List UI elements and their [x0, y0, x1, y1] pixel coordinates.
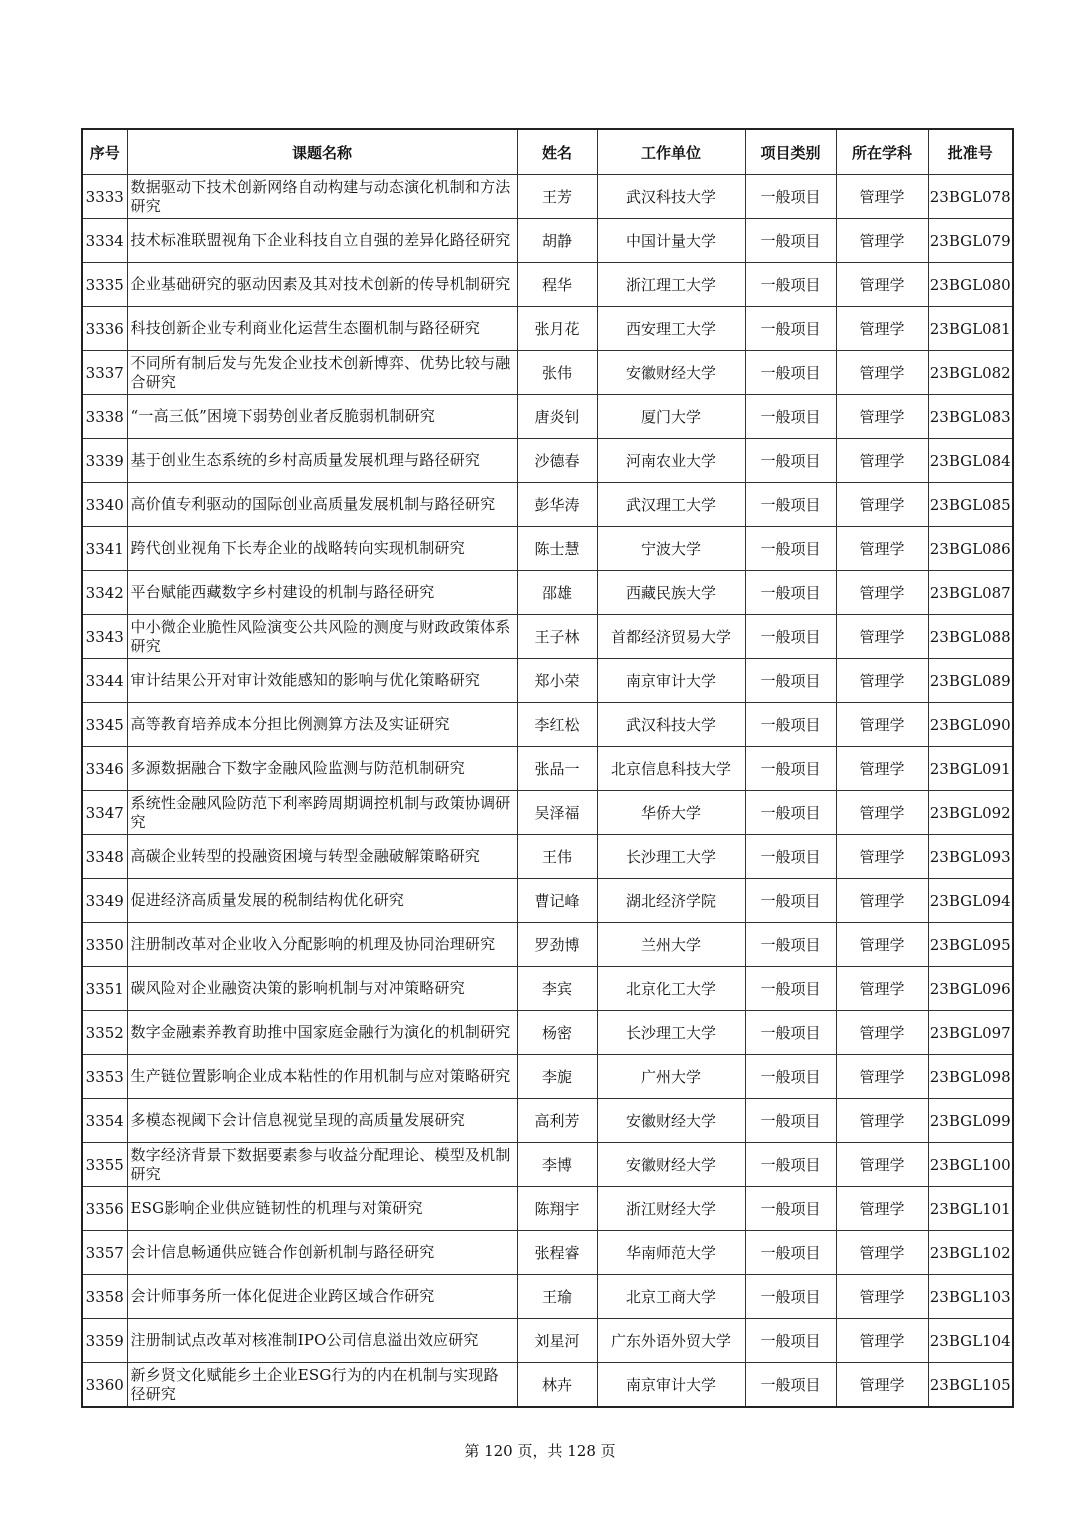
row-discipline: 管理学 — [836, 659, 928, 703]
row-discipline: 管理学 — [836, 395, 928, 439]
row-unit: 长沙理工大学 — [597, 1011, 745, 1055]
row-index: 3341 — [82, 527, 127, 571]
row-name: 唐炎钊 — [517, 395, 597, 439]
row-category: 一般项目 — [745, 351, 836, 395]
row-title: 生产链位置影响企业成本粘性的作用机制与应对策略研究 — [127, 1055, 517, 1099]
row-approval-number: 23BGL084 — [928, 439, 1013, 483]
row-unit: 北京化工大学 — [597, 967, 745, 1011]
row-title: 数字经济背景下数据要素参与收益分配理论、模型及机制研究 — [127, 1143, 517, 1187]
row-category: 一般项目 — [745, 835, 836, 879]
row-index: 3350 — [82, 923, 127, 967]
row-approval-number: 23BGL079 — [928, 219, 1013, 263]
row-unit: 广东外语外贸大学 — [597, 1319, 745, 1363]
row-category: 一般项目 — [745, 1011, 836, 1055]
row-index: 3345 — [82, 703, 127, 747]
row-name: 林卉 — [517, 1363, 597, 1408]
row-discipline: 管理学 — [836, 483, 928, 527]
row-title: ESG影响企业供应链韧性的机理与对策研究 — [127, 1187, 517, 1231]
row-name: 邵雄 — [517, 571, 597, 615]
table-row — [82, 659, 1013, 703]
row-unit: 宁波大学 — [597, 527, 745, 571]
row-discipline: 管理学 — [836, 1231, 928, 1275]
table-body — [82, 175, 1013, 1408]
row-unit: 广州大学 — [597, 1055, 745, 1099]
row-discipline: 管理学 — [836, 747, 928, 791]
row-approval-number: 23BGL095 — [928, 923, 1013, 967]
row-name: 陈士慧 — [517, 527, 597, 571]
row-approval-number: 23BGL098 — [928, 1055, 1013, 1099]
row-unit: 华南师范大学 — [597, 1231, 745, 1275]
row-unit: 安徽财经大学 — [597, 351, 745, 395]
row-discipline: 管理学 — [836, 1275, 928, 1319]
row-category: 一般项目 — [745, 175, 836, 219]
row-approval-number: 23BGL100 — [928, 1143, 1013, 1187]
row-name: 张品一 — [517, 747, 597, 791]
row-title: 高等教育培养成本分担比例测算方法及实证研究 — [127, 703, 517, 747]
row-discipline: 管理学 — [836, 1363, 928, 1408]
row-approval-number: 23BGL083 — [928, 395, 1013, 439]
row-name: 李红松 — [517, 703, 597, 747]
row-discipline: 管理学 — [836, 1143, 928, 1187]
table-row — [82, 1319, 1013, 1363]
row-name: 王瑜 — [517, 1275, 597, 1319]
row-discipline: 管理学 — [836, 923, 928, 967]
table-row — [82, 571, 1013, 615]
row-approval-number: 23BGL097 — [928, 1011, 1013, 1055]
row-approval-number: 23BGL104 — [928, 1319, 1013, 1363]
row-name: 张程睿 — [517, 1231, 597, 1275]
row-unit: 华侨大学 — [597, 791, 745, 835]
row-index: 3357 — [82, 1231, 127, 1275]
row-category: 一般项目 — [745, 483, 836, 527]
row-approval-number: 23BGL085 — [928, 483, 1013, 527]
row-name: 陈翔宇 — [517, 1187, 597, 1231]
row-unit: 南京审计大学 — [597, 659, 745, 703]
row-index: 3346 — [82, 747, 127, 791]
row-category: 一般项目 — [745, 395, 836, 439]
row-category: 一般项目 — [745, 1275, 836, 1319]
row-category: 一般项目 — [745, 879, 836, 923]
row-category: 一般项目 — [745, 263, 836, 307]
row-unit: 兰州大学 — [597, 923, 745, 967]
row-category: 一般项目 — [745, 615, 836, 659]
row-index: 3334 — [82, 219, 127, 263]
row-index: 3349 — [82, 879, 127, 923]
row-index: 3337 — [82, 351, 127, 395]
row-approval-number: 23BGL105 — [928, 1363, 1013, 1408]
row-title: 会计信息畅通供应链合作创新机制与路径研究 — [127, 1231, 517, 1275]
row-discipline: 管理学 — [836, 1055, 928, 1099]
table-row — [82, 1055, 1013, 1099]
row-approval-number: 23BGL090 — [928, 703, 1013, 747]
table-row — [82, 439, 1013, 483]
row-title: “一高三低”困境下弱势创业者反脆弱机制研究 — [127, 395, 517, 439]
row-name: 沙德春 — [517, 439, 597, 483]
table-row — [82, 967, 1013, 1011]
row-category: 一般项目 — [745, 1099, 836, 1143]
row-unit: 浙江财经大学 — [597, 1187, 745, 1231]
row-unit: 中国计量大学 — [597, 219, 745, 263]
table-row — [82, 1011, 1013, 1055]
row-category: 一般项目 — [745, 1143, 836, 1187]
table-row — [82, 263, 1013, 307]
row-discipline: 管理学 — [836, 835, 928, 879]
table-row — [82, 1099, 1013, 1143]
row-unit: 西藏民族大学 — [597, 571, 745, 615]
row-approval-number: 23BGL091 — [928, 747, 1013, 791]
row-unit: 湖北经济学院 — [597, 879, 745, 923]
table-row — [82, 879, 1013, 923]
row-title: 中小微企业脆性风险演变公共风险的测度与财政政策体系研究 — [127, 615, 517, 659]
row-name: 杨密 — [517, 1011, 597, 1055]
row-title: 数据驱动下技术创新网络自动构建与动态演化机制和方法研究 — [127, 175, 517, 219]
table-row — [82, 175, 1013, 219]
row-name: 王芳 — [517, 175, 597, 219]
row-unit: 武汉理工大学 — [597, 483, 745, 527]
row-unit: 南京审计大学 — [597, 1363, 745, 1408]
row-name: 李宾 — [517, 967, 597, 1011]
row-index: 3359 — [82, 1319, 127, 1363]
row-name: 郑小荣 — [517, 659, 597, 703]
row-name: 罗劲博 — [517, 923, 597, 967]
row-name: 李博 — [517, 1143, 597, 1187]
row-discipline: 管理学 — [836, 1011, 928, 1055]
row-approval-number: 23BGL082 — [928, 351, 1013, 395]
row-category: 一般项目 — [745, 923, 836, 967]
row-index: 3347 — [82, 791, 127, 835]
table-row — [82, 1275, 1013, 1319]
table-row — [82, 527, 1013, 571]
row-discipline: 管理学 — [836, 1187, 928, 1231]
row-discipline: 管理学 — [836, 967, 928, 1011]
row-discipline: 管理学 — [836, 1319, 928, 1363]
row-title: 多源数据融合下数字金融风险监测与防范机制研究 — [127, 747, 517, 791]
row-index: 3351 — [82, 967, 127, 1011]
row-name: 胡静 — [517, 219, 597, 263]
row-name: 张月花 — [517, 307, 597, 351]
header-index: 序号 — [82, 129, 127, 175]
row-name: 王伟 — [517, 835, 597, 879]
row-title: 碳风险对企业融资决策的影响机制与对冲策略研究 — [127, 967, 517, 1011]
row-approval-number: 23BGL087 — [928, 571, 1013, 615]
row-unit: 长沙理工大学 — [597, 835, 745, 879]
row-approval-number: 23BGL080 — [928, 263, 1013, 307]
row-approval-number: 23BGL081 — [928, 307, 1013, 351]
row-approval-number: 23BGL093 — [928, 835, 1013, 879]
row-title: 高价值专利驱动的国际创业高质量发展机制与路径研究 — [127, 483, 517, 527]
row-approval-number: 23BGL094 — [928, 879, 1013, 923]
row-name: 刘星河 — [517, 1319, 597, 1363]
table-row — [82, 219, 1013, 263]
row-title: 促进经济高质量发展的税制结构优化研究 — [127, 879, 517, 923]
row-approval-number: 23BGL099 — [928, 1099, 1013, 1143]
header-approval-number: 批准号 — [928, 129, 1013, 175]
row-category: 一般项目 — [745, 747, 836, 791]
row-category: 一般项目 — [745, 307, 836, 351]
row-approval-number: 23BGL101 — [928, 1187, 1013, 1231]
row-index: 3344 — [82, 659, 127, 703]
row-approval-number: 23BGL096 — [928, 967, 1013, 1011]
row-index: 3335 — [82, 263, 127, 307]
row-category: 一般项目 — [745, 791, 836, 835]
row-unit: 安徽财经大学 — [597, 1099, 745, 1143]
row-category: 一般项目 — [745, 1319, 836, 1363]
row-unit: 北京信息科技大学 — [597, 747, 745, 791]
row-index: 3336 — [82, 307, 127, 351]
row-index: 3340 — [82, 483, 127, 527]
table-row — [82, 395, 1013, 439]
row-title: 跨代创业视角下长寿企业的战略转向实现机制研究 — [127, 527, 517, 571]
row-unit: 西安理工大学 — [597, 307, 745, 351]
row-unit: 武汉科技大学 — [597, 175, 745, 219]
row-discipline: 管理学 — [836, 527, 928, 571]
row-name: 王子林 — [517, 615, 597, 659]
row-title: 新乡贤文化赋能乡土企业ESG行为的内在机制与实现路径研究 — [127, 1363, 517, 1408]
table-row — [82, 747, 1013, 791]
row-title: 技术标准联盟视角下企业科技自立自强的差异化路径研究 — [127, 219, 517, 263]
row-index: 3333 — [82, 175, 127, 219]
row-index: 3355 — [82, 1143, 127, 1187]
table-row — [82, 835, 1013, 879]
row-discipline: 管理学 — [836, 703, 928, 747]
row-title: 多模态视阈下会计信息视觉呈现的高质量发展研究 — [127, 1099, 517, 1143]
row-index: 3343 — [82, 615, 127, 659]
table-row — [82, 307, 1013, 351]
row-name: 曹记峰 — [517, 879, 597, 923]
header-discipline: 所在学科 — [836, 129, 928, 175]
row-discipline: 管理学 — [836, 175, 928, 219]
table-row — [82, 1231, 1013, 1275]
row-discipline: 管理学 — [836, 219, 928, 263]
row-title: 基于创业生态系统的乡村高质量发展机理与路径研究 — [127, 439, 517, 483]
table-row — [82, 1187, 1013, 1231]
row-name: 程华 — [517, 263, 597, 307]
project-table — [81, 128, 1014, 1408]
row-title: 数字金融素养教育助推中国家庭金融行为演化的机制研究 — [127, 1011, 517, 1055]
row-discipline: 管理学 — [836, 615, 928, 659]
row-index: 3360 — [82, 1363, 127, 1408]
row-unit: 武汉科技大学 — [597, 703, 745, 747]
row-title: 系统性金融风险防范下利率跨周期调控机制与政策协调研究 — [127, 791, 517, 835]
row-index: 3352 — [82, 1011, 127, 1055]
page-footer: 第 120 页，共 128 页 — [464, 1442, 616, 1460]
table-row — [82, 791, 1013, 835]
row-index: 3356 — [82, 1187, 127, 1231]
header-title: 课题名称 — [127, 129, 517, 175]
header-unit: 工作单位 — [597, 129, 745, 175]
row-category: 一般项目 — [745, 1363, 836, 1408]
row-unit: 安徽财经大学 — [597, 1143, 745, 1187]
row-title: 注册制试点改革对核准制IPO公司信息溢出效应研究 — [127, 1319, 517, 1363]
row-title: 高碳企业转型的投融资困境与转型金融破解策略研究 — [127, 835, 517, 879]
row-category: 一般项目 — [745, 659, 836, 703]
row-title: 审计结果公开对审计效能感知的影响与优化策略研究 — [127, 659, 517, 703]
table-row — [82, 923, 1013, 967]
row-unit: 厦门大学 — [597, 395, 745, 439]
row-approval-number: 23BGL092 — [928, 791, 1013, 835]
row-name: 李旎 — [517, 1055, 597, 1099]
row-discipline: 管理学 — [836, 879, 928, 923]
row-discipline: 管理学 — [836, 351, 928, 395]
row-category: 一般项目 — [745, 219, 836, 263]
row-title: 不同所有制后发与先发企业技术创新博弈、优势比较与融合研究 — [127, 351, 517, 395]
row-title: 注册制改革对企业收入分配影响的机理及协同治理研究 — [127, 923, 517, 967]
row-category: 一般项目 — [745, 439, 836, 483]
row-category: 一般项目 — [745, 1187, 836, 1231]
row-index: 3358 — [82, 1275, 127, 1319]
row-category: 一般项目 — [745, 967, 836, 1011]
row-approval-number: 23BGL089 — [928, 659, 1013, 703]
row-index: 3354 — [82, 1099, 127, 1143]
row-discipline: 管理学 — [836, 263, 928, 307]
row-name: 高利芳 — [517, 1099, 597, 1143]
row-title: 会计师事务所一体化促进企业跨区域合作研究 — [127, 1275, 517, 1319]
row-approval-number: 23BGL103 — [928, 1275, 1013, 1319]
row-name: 张伟 — [517, 351, 597, 395]
row-title: 平台赋能西藏数字乡村建设的机制与路径研究 — [127, 571, 517, 615]
table-row — [82, 483, 1013, 527]
row-category: 一般项目 — [745, 703, 836, 747]
row-index: 3348 — [82, 835, 127, 879]
row-title: 企业基础研究的驱动因素及其对技术创新的传导机制研究 — [127, 263, 517, 307]
row-index: 3342 — [82, 571, 127, 615]
row-approval-number: 23BGL088 — [928, 615, 1013, 659]
row-discipline: 管理学 — [836, 571, 928, 615]
row-category: 一般项目 — [745, 571, 836, 615]
row-name: 彭华涛 — [517, 483, 597, 527]
row-approval-number: 23BGL086 — [928, 527, 1013, 571]
row-unit: 河南农业大学 — [597, 439, 745, 483]
row-index: 3353 — [82, 1055, 127, 1099]
row-discipline: 管理学 — [836, 307, 928, 351]
row-category: 一般项目 — [745, 1055, 836, 1099]
table-row — [82, 1143, 1013, 1187]
row-title: 科技创新企业专利商业化运营生态圈机制与路径研究 — [127, 307, 517, 351]
row-discipline: 管理学 — [836, 439, 928, 483]
row-category: 一般项目 — [745, 1231, 836, 1275]
row-discipline: 管理学 — [836, 1099, 928, 1143]
header-category: 项目类别 — [745, 129, 836, 175]
project-table-container — [81, 128, 1014, 1408]
row-unit: 首都经济贸易大学 — [597, 615, 745, 659]
row-index: 3338 — [82, 395, 127, 439]
row-unit: 浙江理工大学 — [597, 263, 745, 307]
table-header-row — [82, 129, 1013, 175]
table-row — [82, 1363, 1013, 1408]
row-approval-number: 23BGL078 — [928, 175, 1013, 219]
header-name: 姓名 — [517, 129, 597, 175]
table-row — [82, 615, 1013, 659]
row-category: 一般项目 — [745, 527, 836, 571]
row-unit: 北京工商大学 — [597, 1275, 745, 1319]
table-row — [82, 703, 1013, 747]
row-approval-number: 23BGL102 — [928, 1231, 1013, 1275]
row-name: 吴泽福 — [517, 791, 597, 835]
table-row — [82, 351, 1013, 395]
row-discipline: 管理学 — [836, 791, 928, 835]
row-index: 3339 — [82, 439, 127, 483]
